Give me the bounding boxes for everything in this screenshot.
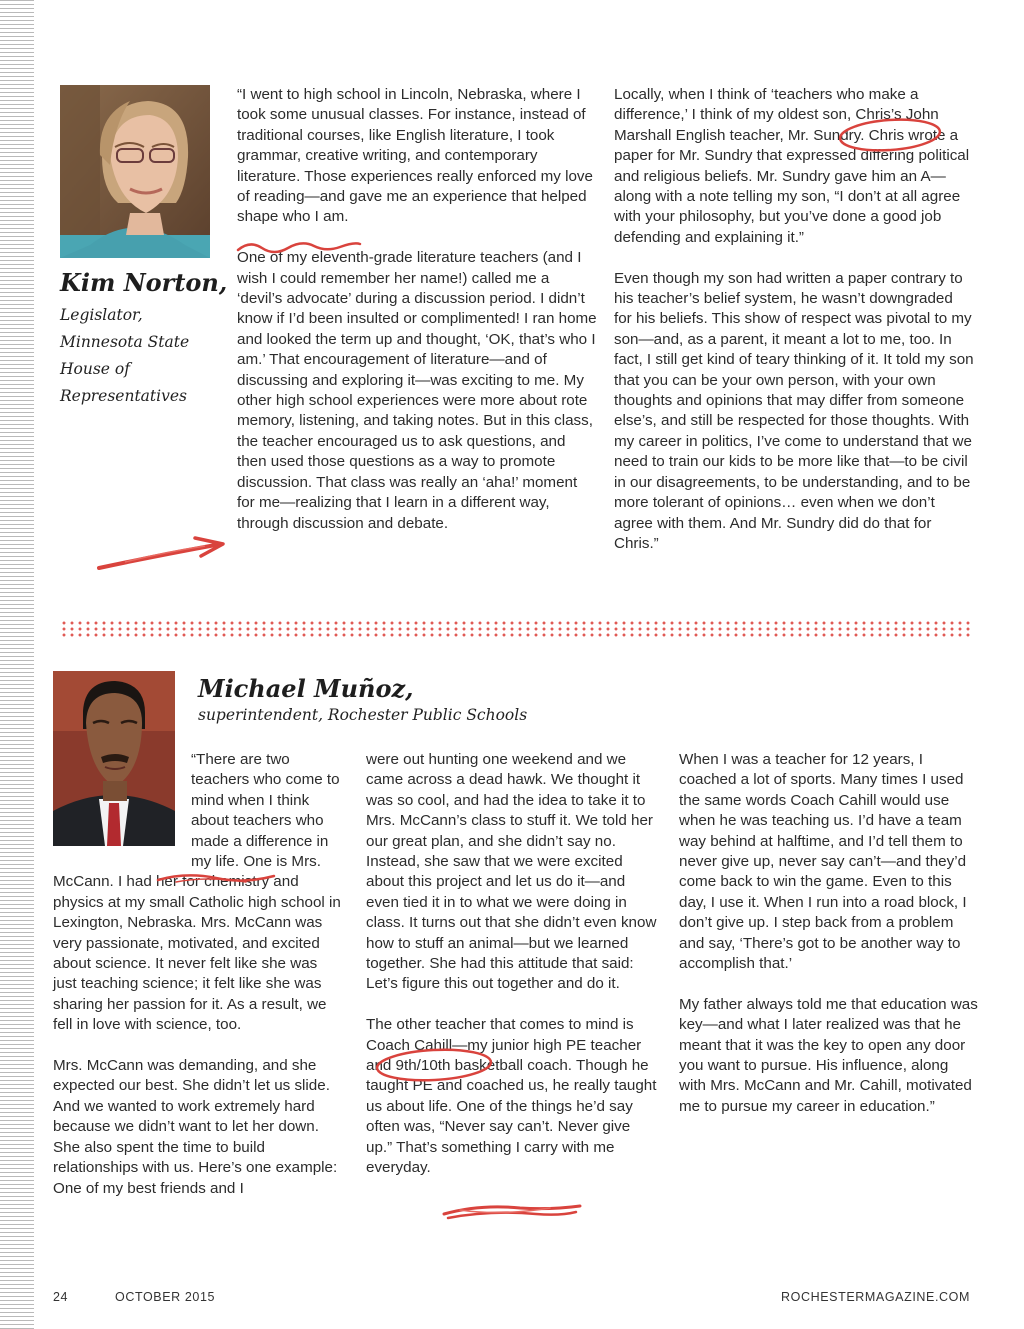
kim-title-line-1: Legislator, [60, 306, 143, 324]
kim-col2-paragraph-1: Locally, when I think of ‘teachers who make a difference,’ I think of my oldest son, Chris’s John Marshall English teacher, Mr. Sundry. Chris wrote a paper for Mr. Sundry that expressed differing political and religious beliefs. Mr. Sundry gave him an A—along with a note telling my son, “I don’t at all agree with your philosophy, but you’ve done a good job defending and explaining it.” [614, 86, 970, 246]
red-squiggle-underline [236, 238, 362, 258]
kim-norton-photo [60, 85, 210, 258]
michael-col1-paragraph-1: “There are two teachers who come to mind when I think about teachers who made a difference in my life. One is Mrs. McCann. I had her for chemistry and physics at my small Catholic high school in Lexington, Nebraska. Mrs. McCann was very passionate, motivated, and excited about science. It never felt like she was just teaching science; it felt like she was sharing her passion for it. As a result, we fell in love with science, too. [53, 751, 341, 1034]
page-number: 24 [53, 1290, 69, 1304]
kim-norton-name: Kim Norton, [60, 268, 228, 297]
kim-column-1 [237, 85, 597, 534]
red-scribble-underline [440, 1198, 585, 1226]
michael-column-1 [53, 750, 345, 1199]
red-underline-mrs-mccann [156, 868, 276, 890]
kim-col2-paragraph-2: Even though my son had written a paper contrary to his teacher’s belief system, he wasn’t downgraded for his beliefs. This show of respect was pivotal to my son—and, as a parent, it meant a lot to me, too. In fact, I still get kind of teary thinking of it. It told my son that you can be your own person, with your own thoughts and opinions that may differ from someone else’s, and still be respected for those thoughts. With my career in politics, I’ve come to understand that we need to train our kids to be more like that—to be civil in our disagreements, to be understanding, and to be more tolerant of opinions… even when we don’t agree with them. And Mr. Sundry did do that for Chris.” [614, 269, 974, 552]
website-url: ROCHESTERMAGAZINE.COM [781, 1290, 970, 1304]
red-circle-coach-cahill [372, 1044, 502, 1086]
red-arrow-icon [95, 532, 235, 572]
michael-column-3 [679, 750, 979, 1117]
michael-col3-paragraph-1: When I was a teacher for 12 years, I coached a lot of sports. Many times I used the same words Coach Cahill would use when he was teaching us. I’d have a team way behind at halftime, and I’d tell them to never give up, never say can’t—and they’d come back to win the game. Even to this day, I use it. When I run into a road block, I don’t give up. I step back from a problem and say, ‘There’s got to be another way to accomplish that.’ [679, 751, 967, 973]
red-circle-mr-sundry [836, 110, 946, 160]
michael-munoz-name: Michael Muñoz, [198, 674, 414, 703]
kim-title-line-3: House of [60, 360, 130, 378]
michael-col2-paragraph-2: The other teacher that comes to mind is Coach Cahill—my junior high PE teacher and 9th/10th basketball coach. Though he taught PE and coached us, he really taught us about life. One of the things he’d say often was, “Never say can’t. Never give up.” That’s something I carry with me everyday. [366, 1016, 657, 1177]
kim-title-line-4: Representatives [60, 387, 187, 405]
kim-col1-paragraph-1: “I went to high school in Lincoln, Nebraska, where I took some unusual classes. For instance, instead of traditional courses, like English literature, I took grammar, creative writing, and contemporary literature. Those experiences really enforced my love of reading—and gave me an experience that helped shape who I am. [237, 86, 593, 226]
kim-col1-paragraph-2: One of my eleventh-grade literature teachers (and I wish I could remember her name!) called me a ‘devil’s advocate’ during a discussion period. I didn’t know if I’d been insulted or complimented! I ran home and looked the term up and thought, ‘OK, that’s who I am.’ That encouragement of literature—and of discussing and exploring it—was exciting to me. My other high school experiences were more about rote memory, listening, and taking notes. But in this class, the teacher encouraged us to ask questions, and then used those questions as a way to promote discussion. That class was really an ‘aha!’ moment for me—realizing that I learn in a different way, through discussion and debate. [237, 249, 597, 532]
michael-col3-paragraph-2: My father always told me that education was key—and what I later realized was that he meant that it was the key to open any door you want to pursue. His influence, along with Mrs. McCann and Mr. Cahill, motivated me to pursue my career in education.” [679, 995, 978, 1115]
kim-title-line-2: Minnesota State [60, 333, 190, 351]
issue-date: OCTOBER 2015 [115, 1290, 216, 1304]
dotted-divider [60, 620, 972, 637]
michael-column-2 [366, 750, 658, 1179]
michael-col2-paragraph-1: were out hunting one weekend and we came across a dead hawk. We thought it was so cool, and had the idea to take it to Mrs. McCann’s class to stuff it. We told her our great plan, and she didn’t say no. Instead, she saw that we were excited about this project and let us do it—and even tied it in to what we were doing in class. It turns out that she didn’t even know how to stuff an animal—but we learned together. She had this attitude that said: Let’s figure this out together and do it. [366, 751, 657, 993]
photo-text-wrap-space [53, 750, 191, 872]
michael-munoz-title: superintendent, Rochester Public Schools [198, 706, 528, 724]
michael-col1-paragraph-2: Mrs. McCann was demanding, and she expected our best. She didn’t let us slide. And we wanted to work extremely hard because we didn’t want to let her down. She also spent the time to build relationships with us. Here’s one example: One of my best friends and I [53, 1057, 338, 1197]
kim-norton-title [60, 302, 189, 410]
left-edge-stripes [0, 0, 34, 1329]
